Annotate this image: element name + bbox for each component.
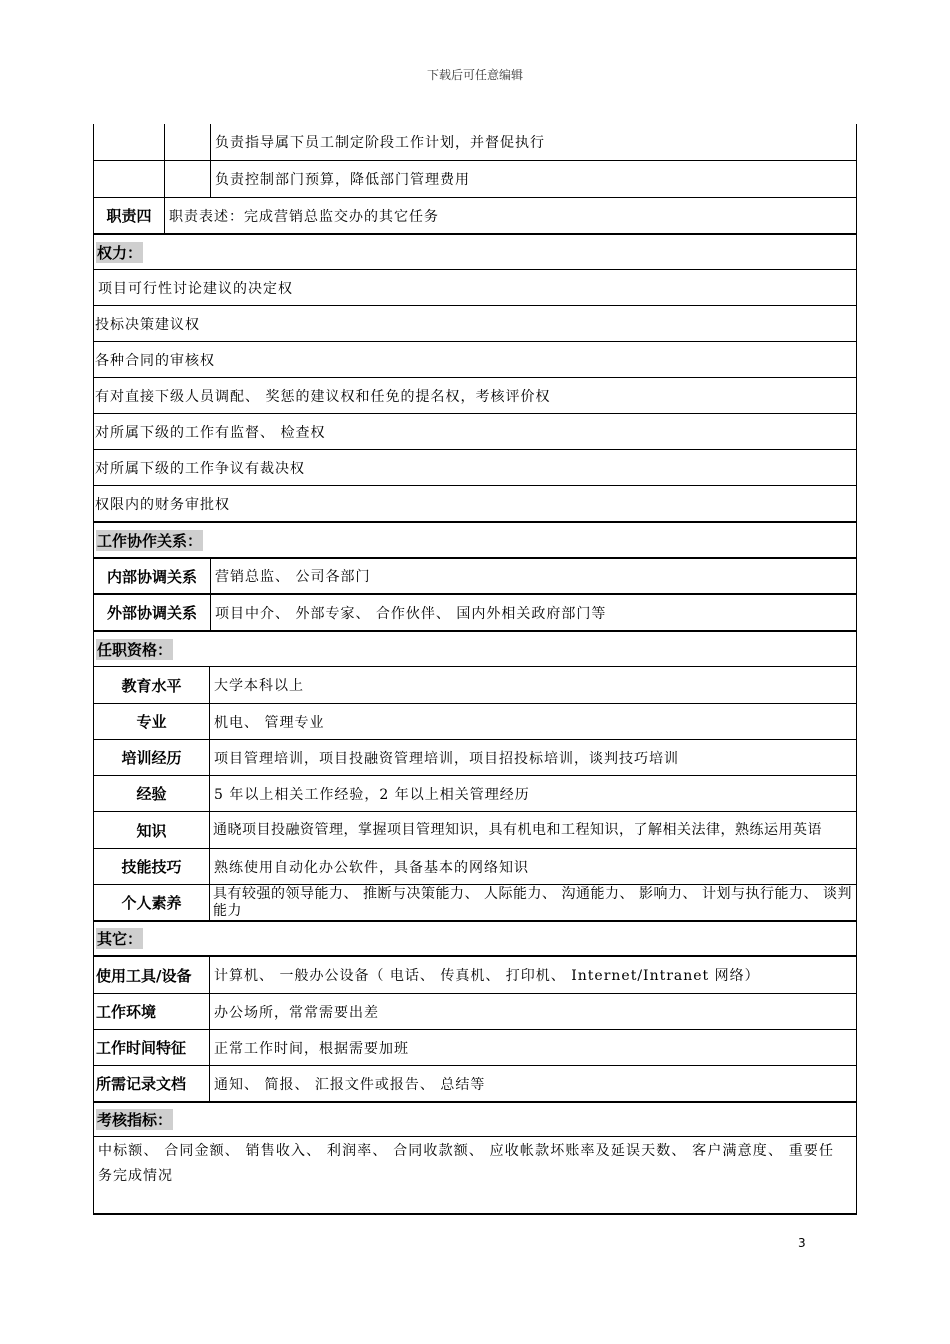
qualification-row <box>94 776 856 812</box>
qualification-label: 技能技巧 <box>121 858 182 876</box>
power-item-text: 投标决策建议权 <box>95 316 200 333</box>
qualification-label: 个人素养 <box>121 894 182 912</box>
qualification-row <box>94 740 856 776</box>
power-item <box>94 378 856 414</box>
duty4-row <box>94 198 856 235</box>
qualification-label: 经验 <box>136 785 167 803</box>
qualification-row <box>94 885 856 922</box>
other-label: 使用工具/设备 <box>96 966 192 985</box>
duty-task-row <box>94 124 856 161</box>
cooperation-row <box>94 595 856 632</box>
assessment-text: 中标额、 合同金额、 销售收入、 利润率、 合同收款额、 应收帐款坏账率及延误天数、 客户满意度、 重要任务完成情况 <box>98 1143 834 1184</box>
power-section-header <box>94 235 856 270</box>
other-label: 工作时间特征 <box>96 1039 187 1057</box>
qualification-row <box>94 812 856 849</box>
power-item-text: 各种合同的审核权 <box>95 352 215 369</box>
assessment-section-header <box>94 1103 856 1137</box>
duty-task-row <box>94 161 856 198</box>
duty-task-text: 负责控制部门预算，降低部门管理费用 <box>210 161 856 197</box>
other-value: 正常工作时间，根据需要加班 <box>209 1030 856 1065</box>
power-item-text: 项目可行性讨论建议的决定权 <box>98 280 293 297</box>
qualification-title: 任职资格： <box>97 640 173 659</box>
qualification-value: 机电、 管理专业 <box>209 704 856 739</box>
other-title: 其它： <box>97 930 143 948</box>
header-note: 下载后可任意编辑 <box>426 68 523 82</box>
qualification-value: 通晓项目投融资管理，掌握项目管理知识，具有机电和工程知识，了解相关法律，熟练运用英语 <box>209 812 856 848</box>
assessment-title: 考核指标： <box>97 1111 173 1129</box>
cooperation-row <box>94 559 856 595</box>
power-title: 权力： <box>97 243 143 262</box>
qualification-value: 项目管理培训，项目投融资管理培训，项目招投标培训，谈判技巧培训 <box>209 740 856 775</box>
cooperation-title: 工作协作关系： <box>97 531 203 550</box>
qualification-label: 培训经历 <box>121 749 182 767</box>
qualification-row <box>94 667 856 704</box>
power-item <box>94 270 856 306</box>
qualification-label: 知识 <box>136 821 167 840</box>
power-item-text: 对所属下级的工作争议有裁决权 <box>95 460 305 477</box>
job-description-table <box>93 124 857 1215</box>
other-value: 通知、 简报、 汇报文件或报告、 总结等 <box>209 1066 856 1101</box>
other-label: 工作环境 <box>96 1003 157 1021</box>
cooperation-value: 营销总监、 公司各部门 <box>210 559 856 593</box>
power-item <box>94 306 856 342</box>
cooperation-label: 外部协调关系 <box>106 604 197 622</box>
assessment-row <box>94 1137 856 1215</box>
other-row <box>94 957 856 994</box>
cooperation-value: 项目中介、 外部专家、 合作伙伴、 国内外相关政府部门等 <box>210 595 856 630</box>
other-row <box>94 1066 856 1103</box>
qualification-section-header <box>94 632 856 667</box>
power-item-text: 对所属下级的工作有监督、 检查权 <box>95 424 326 441</box>
power-item-text: 有对直接下级人员调配、 奖惩的建议权和任免的提名权，考核评价权 <box>95 388 551 405</box>
qualification-row <box>94 849 856 885</box>
page-number: 3 <box>798 1236 806 1250</box>
cooperation-section-header <box>94 523 856 559</box>
duty4-text: 职责表述：完成营销总监交办的其它任务 <box>164 198 856 233</box>
power-item-text: 权限内的财务审批权 <box>95 496 230 513</box>
qualification-value: 5 年以上相关工作经验，2 年以上相关管理经历 <box>209 776 856 811</box>
qualification-row <box>94 704 856 740</box>
qualification-value: 熟练使用自动化办公软件，具备基本的网络知识 <box>209 849 856 884</box>
other-section-header <box>94 922 856 957</box>
power-item <box>94 486 856 523</box>
power-item <box>94 342 856 378</box>
duty4-label: 职责四 <box>106 207 152 225</box>
other-row <box>94 994 856 1030</box>
cooperation-label: 内部协调关系 <box>106 567 197 586</box>
other-row <box>94 1030 856 1066</box>
power-item <box>94 450 856 486</box>
duty-task-text: 负责指导属下员工制定阶段工作计划，并督促执行 <box>210 124 856 160</box>
other-value: 计算机、 一般办公设备（ 电话、 传真机、 打印机、 Internet/Intranet 网络） <box>209 957 856 993</box>
other-label: 所需记录文档 <box>96 1075 187 1093</box>
qualification-value: 具有较强的领导能力、 推断与决策能力、 人际能力、 沟通能力、 影响力、 计划与执行能力、 谈判能力 <box>209 885 856 920</box>
qualification-value: 大学本科以上 <box>209 667 856 703</box>
other-value: 办公场所，常常需要出差 <box>209 994 856 1029</box>
qualification-label: 教育水平 <box>121 676 182 695</box>
qualification-label: 专业 <box>136 713 167 731</box>
power-item <box>94 414 856 450</box>
